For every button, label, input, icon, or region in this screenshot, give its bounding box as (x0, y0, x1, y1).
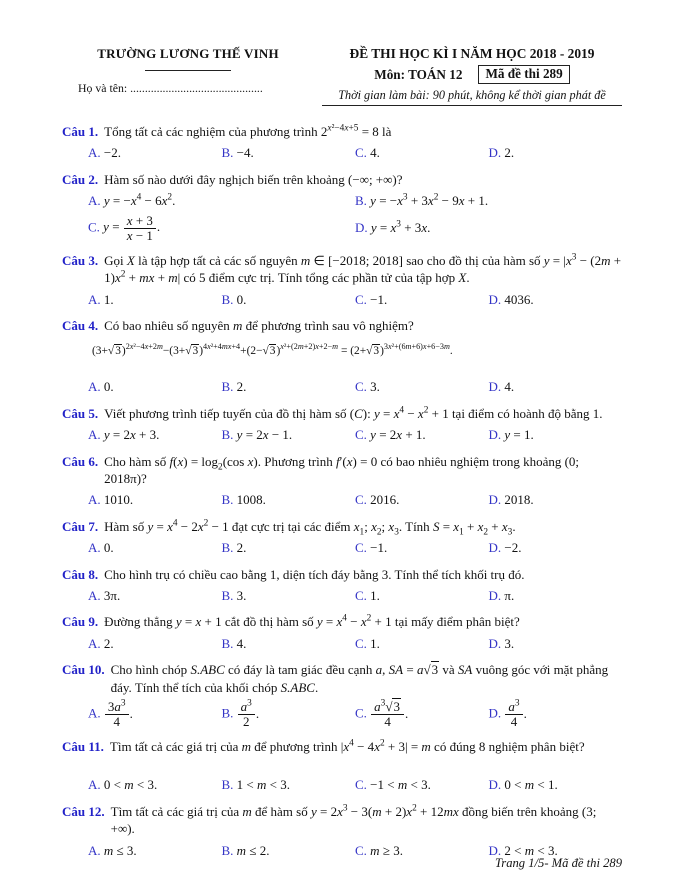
option-value: −4. (236, 145, 254, 161)
exam-header (62, 46, 622, 106)
option (355, 842, 489, 859)
page-footer (495, 856, 622, 871)
option (355, 291, 489, 308)
question-label: Câu 5. (62, 405, 99, 421)
option (222, 776, 356, 793)
option-letter: B. (221, 777, 234, 793)
question-head (62, 518, 622, 538)
option (222, 539, 356, 556)
header-right-block (322, 46, 622, 106)
option-letter: D. (488, 427, 502, 443)
option-letter: B. (221, 379, 234, 395)
option-letter: D. (488, 145, 502, 161)
question-head (62, 123, 622, 140)
option (222, 291, 356, 308)
option (88, 587, 222, 604)
option-letter: D. (488, 587, 502, 603)
option (88, 291, 222, 308)
options-row (88, 291, 622, 308)
option-value: 1 < m < 3. (236, 777, 290, 793)
option (355, 378, 489, 395)
question-label: Câu 12. (62, 803, 105, 819)
option-value: 0 < m < 3. (103, 777, 158, 793)
option (489, 635, 623, 652)
option (355, 426, 489, 443)
school-name: TRƯỜNG LƯƠNG THẾ VINH (97, 46, 279, 61)
option (489, 539, 623, 556)
option-value: y = 2x + 3. (103, 427, 160, 443)
option (88, 144, 222, 161)
options-row (88, 426, 622, 443)
option-letter: A. (88, 379, 101, 395)
option-value: y = 2x − 1. (236, 427, 293, 443)
option (489, 144, 623, 161)
options-row (88, 635, 622, 652)
option-value: m ≤ 3. (103, 842, 137, 858)
option-value: 3. (504, 635, 515, 651)
option-value: −2. (103, 145, 121, 161)
option (355, 219, 622, 236)
question-body: Tìm tất cả các giá trị của m để hàm số $y = 2x^3 - 3(m + 2)x^2 + 12mx$ đồng biến trên khoảng (3; +∞). (110, 803, 597, 837)
option-letter: A. (88, 145, 101, 161)
option-letter: C. (355, 427, 367, 443)
option-letter: A. (88, 587, 101, 603)
option-letter: B. (221, 145, 234, 161)
questions-list (62, 123, 622, 859)
question-head (62, 317, 622, 334)
question-body: Cho hình trụ có chiều cao bằng 1, diện tích đáy bằng 3. Tính thể tích khối trụ đó. (104, 566, 525, 582)
options-row (88, 144, 622, 161)
option-letter: B. (355, 193, 367, 209)
question-body: Tìm tất cả các giá trị của m để phương trình $|x^4 - 4x^2 + 3| = m$ có đúng 8 nghiệm phân biệt? (109, 738, 585, 755)
question (62, 252, 622, 308)
question-head (62, 661, 622, 696)
option-letter: A. (88, 635, 101, 651)
question (62, 518, 622, 557)
option (489, 291, 623, 308)
question-head (62, 566, 622, 583)
question (62, 123, 622, 162)
option-value: 2 < m < 3. (504, 842, 558, 858)
question-body: Có bao nhiêu số nguyên m để phương trình sau vô nghiệm? (104, 317, 414, 333)
option (355, 192, 622, 209)
page-label: Trang 1/5- Mã đề thi 289 (495, 856, 622, 870)
option (88, 700, 222, 729)
option (355, 776, 489, 793)
option-letter: C. (355, 291, 367, 307)
option-value: 0. (103, 540, 114, 556)
option (88, 426, 222, 443)
option-letter: B. (221, 492, 234, 508)
option (88, 776, 222, 793)
option-letter: D. (488, 379, 502, 395)
options-row (88, 776, 622, 793)
question (62, 661, 622, 729)
question-label: Câu 9. (62, 614, 99, 630)
student-name-line: Họ và tên: ............................................. (78, 81, 263, 95)
question-label: Câu 3. (62, 252, 99, 268)
option-value: 1008. (236, 492, 266, 508)
option-letter: B. (221, 540, 234, 556)
option-value: 4036. (504, 291, 534, 307)
question-head (62, 171, 622, 188)
option-value: 3π. (103, 587, 121, 603)
subject-row (322, 65, 622, 84)
option-value: 2. (103, 635, 114, 651)
option (355, 491, 489, 508)
question-body: Hàm số nào dưới đây nghịch biến trên khoảng (−∞; +∞)? (104, 171, 403, 187)
option (489, 700, 623, 729)
option-letter: B. (221, 427, 234, 443)
question (62, 317, 622, 396)
exam-title: ĐỀ THI HỌC KÌ I NĂM HỌC 2018 - 2019 (349, 46, 595, 61)
option-value: 0 < m < 1. (504, 777, 558, 793)
option-letter: D. (488, 777, 502, 793)
option-value: $\frac{a^3√3}{4}$ . (370, 706, 408, 721)
option-letter: C. (88, 219, 100, 235)
option-value: y = 2x + 1. (370, 427, 426, 443)
option-letter: A. (88, 492, 101, 508)
time-note: Thời gian làm bài: 90 phút, không kể thời gian phát đề (322, 88, 622, 106)
options-row (88, 539, 622, 556)
option (222, 144, 356, 161)
option-letter: D. (488, 492, 502, 508)
option-value: 3. (370, 379, 380, 395)
option-letter: A. (88, 842, 101, 858)
question-label: Câu 1. (62, 124, 99, 139)
option (355, 700, 489, 729)
question-body: Đường thẳng y = x + 1 cắt đồ thị hàm số $y = x^4 - x^2 + 1$ tại mấy điểm phân biệt? (104, 614, 520, 630)
option-value: 2018. (504, 492, 534, 508)
option-letter: D. (488, 705, 502, 721)
option (355, 587, 489, 604)
question-body: Hàm số $y = x^4 - 2x^2 - 1$ đạt cực trị tại các điểm $x_1$; $x_2$; $x_3$. Tính $S = x_1 + x_2 + x_3$. (104, 518, 516, 538)
option (222, 491, 356, 508)
option-value: 0. (103, 379, 114, 395)
option-letter: A. (88, 193, 101, 209)
options-row (88, 192, 622, 242)
option (88, 635, 222, 652)
question-body: Tổng tất cả các nghiệm của phương trình $2^{x^2-4x+5} = 8$ là (104, 123, 392, 139)
question-label: Câu 2. (62, 171, 99, 187)
option (88, 214, 355, 243)
option (222, 842, 356, 859)
option-value: y = $\frac{x + 3}{x - 1}$ . (103, 212, 161, 243)
option-letter: C. (355, 777, 367, 793)
option-letter: D. (355, 220, 368, 236)
question (62, 566, 622, 605)
option-value: $\frac{a^3}{2}$ . (237, 706, 259, 721)
option-letter: C. (355, 540, 367, 556)
option-value: $y = x^3 + 3x$. (370, 220, 431, 236)
option-value: $\frac{a^3}{4}$ . (504, 706, 526, 721)
header-divider-rule (145, 70, 231, 71)
option-letter: A. (88, 705, 101, 721)
option-value: m ≥ 3. (370, 842, 403, 858)
question-label: Câu 4. (62, 317, 99, 333)
option-value: 1. (370, 587, 380, 603)
option (222, 700, 356, 729)
options-row (88, 700, 622, 729)
display-formula: $(3+√3)^{2x^2-4x+2m}-(3+√3)^{4x^2+4mx+4}+(2-√3)^{x^2+(2m+2)x+2-m} = (2+√3)^{3x^2+(6m+6)x+6-3m}$. (92, 342, 453, 358)
question-body: Cho hàm số $f(x) = \log_2(\cos$ x). Phương trình f′(x) = 0 có bao nhiêu nghiệm trong khoảng (0; 2018π)? (104, 453, 580, 486)
question (62, 405, 622, 444)
option-letter: D. (488, 540, 502, 556)
option-value: −1. (370, 540, 388, 556)
option-letter: D. (488, 291, 502, 307)
question-head (62, 453, 622, 488)
question (62, 613, 622, 652)
options-row (88, 587, 622, 604)
option-letter: A. (88, 540, 101, 556)
option (88, 378, 222, 395)
option-letter: B. (221, 635, 234, 651)
option (222, 635, 356, 652)
option (222, 587, 356, 604)
option-value: $y = -x^3 + 3x^2 - 9x + 1$. (370, 192, 489, 209)
question-label: Câu 8. (62, 566, 99, 582)
option-value: y = 1. (504, 427, 534, 443)
option-value: 2. (504, 145, 515, 161)
option (355, 539, 489, 556)
question-head (62, 738, 622, 755)
question-body: Viết phương trình tiếp tuyến của đồ thị hàm số (C): $y = x^4 - x^2 + 1$ tại điểm có hoành độ bằng 1. (104, 405, 603, 421)
option-value: −1 < m < 3. (370, 777, 431, 793)
option (88, 491, 222, 508)
option-value: 1. (370, 635, 380, 651)
option (489, 378, 623, 395)
option-letter: C. (355, 705, 367, 721)
option-letter: D. (488, 842, 502, 858)
option-value: −2. (504, 540, 522, 556)
question-head (62, 613, 622, 630)
option-letter: B. (221, 291, 234, 307)
question-body: Cho hình chóp S.ABC có đáy là tam giác đều cạnh a, SA = a√3 và SA vuông góc với mặt phẳng đáy. Tính thể tích của khối chóp S.ABC. (110, 662, 609, 695)
option-letter: C. (355, 635, 367, 651)
option (88, 842, 222, 859)
option-value: m ≤ 2. (236, 842, 270, 858)
option-letter: C. (355, 587, 367, 603)
option-letter: D. (488, 635, 502, 651)
option (355, 144, 489, 161)
option-value: 2. (236, 540, 247, 556)
option (88, 539, 222, 556)
option-letter: C. (355, 379, 367, 395)
option (355, 635, 489, 652)
option (88, 192, 355, 209)
option-letter: A. (88, 777, 101, 793)
question-label: Câu 10. (62, 662, 105, 678)
option-value: π. (504, 587, 515, 603)
option-value: 1. (103, 291, 114, 307)
question-head (62, 252, 622, 287)
option (489, 587, 623, 604)
question (62, 738, 622, 794)
question-head (62, 803, 622, 838)
options-row (88, 491, 622, 508)
question-label: Câu 7. (62, 518, 99, 534)
option (489, 491, 623, 508)
option-value: 0. (236, 291, 247, 307)
option-letter: C. (355, 842, 367, 858)
options-row (88, 378, 622, 395)
option-value: $\frac{3a^3}{4}$ . (104, 706, 133, 721)
option-value: 4. (236, 635, 247, 651)
option-value: 4. (504, 379, 515, 395)
option-letter: A. (88, 291, 101, 307)
option-letter: C. (355, 145, 367, 161)
option-letter: B. (221, 587, 234, 603)
question (62, 171, 622, 243)
option (222, 426, 356, 443)
option-value: 1010. (103, 492, 134, 508)
option-letter: B. (221, 842, 234, 858)
question-head (62, 405, 622, 422)
question (62, 453, 622, 509)
subject-label: Môn: TOÁN 12 (374, 66, 463, 82)
option-value: 2. (236, 379, 247, 395)
exam-code-box: Mã đề thi 289 (478, 65, 569, 84)
header-left-block (62, 46, 314, 96)
question-body: Gọi X là tập hợp tất cả các số nguyên m ∈ [−2018; 2018] sao cho đồ thị của hàm số $y = |x^3 - (2m + 1)x^2$ + mx + m| có 5 điểm cực trị. Tính tổng các phần tử của tập hợp X. (104, 252, 622, 286)
question (62, 803, 622, 859)
option-value: 3. (236, 587, 247, 603)
option-value: 2016. (370, 492, 400, 508)
option-value: −1. (370, 291, 388, 307)
question-label: Câu 6. (62, 453, 99, 469)
option-letter: A. (88, 427, 101, 443)
option-letter: B. (221, 705, 234, 721)
option (489, 426, 623, 443)
option (489, 776, 623, 793)
option-letter: C. (355, 492, 367, 508)
option (222, 378, 356, 395)
option-value: $y = -x^4 - 6x^2$. (103, 192, 176, 209)
question-label: Câu 11. (62, 739, 104, 755)
option-value: 4. (370, 145, 380, 161)
